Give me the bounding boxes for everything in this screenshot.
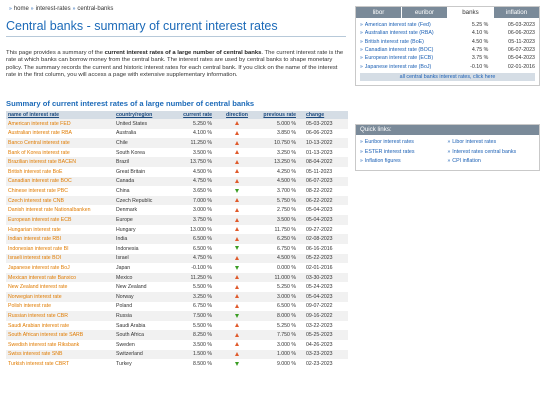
table-row [6,254,348,264]
rate-direction [220,244,254,254]
rate-direction [220,321,254,331]
rate-country: Mexico [114,273,176,283]
rate-direction [220,177,254,187]
tab-libor[interactable]: libor [356,7,402,18]
rate-country: Norway [114,292,176,302]
panel-rate-value: -0.10 % [470,63,489,70]
quick-link[interactable] [448,138,536,147]
intro-paragraph [6,50,348,80]
table-row [6,302,348,312]
arrow-down-icon [235,362,239,366]
breadcrumb-separator-icon: » [9,5,12,12]
table-row [6,225,348,235]
table-row [6,359,348,369]
rate-current: 6.500 % [176,244,220,254]
rate-direction [220,215,254,225]
rate-name-link[interactable]: Australian interest rate RBA [6,129,114,139]
tab-inflation[interactable]: inflation [494,7,539,18]
table-row [6,157,348,167]
rate-change-date: 05-04-2023 [304,205,348,215]
rate-change-date: 06-06-2023 [304,129,348,139]
rate-change-date: 03-22-2023 [304,321,348,331]
intro-bold: current interest rates of a large number of central banks [104,50,262,56]
rate-change-date: 05-04-2023 [304,215,348,225]
rate-name-link[interactable]: South African interest rate SARB [6,330,114,340]
panel-rate-value: 4.10 % [471,30,489,37]
rate-direction [220,138,254,148]
rate-previous: 5.250 % [254,282,304,292]
rate-name-link[interactable]: Banco Central interest rate [6,138,114,148]
rate-previous: 1.000 % [254,350,304,360]
rate-country: Canada [114,177,176,187]
header-name[interactable]: name of interest rate [6,111,114,119]
bullet-icon: » [360,22,363,29]
arrow-up-icon [235,227,239,231]
rate-previous: 3.250 % [254,148,304,158]
quick-link[interactable] [360,148,448,157]
arrow-up-icon [235,179,239,183]
panel-tabs [356,7,539,18]
rate-country: Brazil [114,157,176,167]
rate-current: 5.500 % [176,321,220,331]
arrow-up-icon [235,342,239,346]
rate-country: Israel [114,254,176,264]
rate-name-link[interactable]: Danish interest rate Nationalbanken [6,205,114,215]
table-row [6,129,348,139]
arrow-up-icon [235,160,239,164]
table-body [6,119,348,369]
all-central-banks-link[interactable]: all central banks interest rates, click here [360,73,535,81]
rate-current: 11.250 % [176,138,220,148]
rate-change-date: 05-04-2023 [304,292,348,302]
rate-direction [220,148,254,158]
rate-name-link[interactable]: Indian interest rate RBI [6,234,114,244]
rate-change-date: 08-04-2022 [304,157,348,167]
rate-previous: 13.250 % [254,157,304,167]
rate-change-date: 04-26-2023 [304,340,348,350]
rate-country: Russia [114,311,176,321]
arrow-up-icon [235,198,239,202]
quick-link[interactable] [448,157,536,166]
rate-name-link[interactable]: Canadian interest rate BOC [6,177,114,187]
bullet-icon: » [447,148,451,155]
panel-rate-row [360,21,535,29]
rate-name-link[interactable]: Russian interest rate CBR [6,311,114,321]
breadcrumb-separator-icon: » [72,5,76,12]
rate-current: 1.500 % [176,350,220,360]
rate-country: India [114,234,176,244]
rate-previous: 6.500 % [254,302,304,312]
rate-previous: 5.250 % [254,321,304,331]
rate-country: Europe [114,215,176,225]
table-row [6,167,348,177]
rate-name-link[interactable]: Saudi Arabian interest rate [6,321,114,331]
rate-current: 6.500 % [176,234,220,244]
breadcrumb-interest-rates[interactable]: interest-rates [35,5,71,12]
rate-current: 8.250 % [176,330,220,340]
rate-country: Indonesia [114,244,176,254]
table-row [6,215,348,225]
header-current[interactable]: current rate [176,111,220,119]
panel-rate-name[interactable]: Australian interest rate (RBA) [364,30,434,37]
arrow-up-icon [235,275,239,279]
rate-name-link[interactable]: Swiss interest rate SNB [6,350,114,360]
arrow-up-icon [235,256,239,260]
header-country[interactable]: country/region [114,111,176,119]
rate-change-date: 05-03-2023 [304,119,348,129]
rate-current: 3.750 % [176,215,220,225]
rate-direction [220,350,254,360]
breadcrumb-separator-icon: » [30,5,34,12]
rate-change-date: 09-07-2022 [304,302,348,312]
rate-current: 4.100 % [176,129,220,139]
rate-change-date: 09-27-2022 [304,225,348,235]
table-row [6,340,348,350]
rate-direction [220,129,254,139]
table-row [6,273,348,283]
table-row [6,205,348,215]
rate-name-link[interactable]: Swedish interest rate Riksbank [6,340,114,350]
arrow-up-icon [235,208,239,212]
panel-rate-name[interactable]: British interest rate (BoE) [364,38,424,45]
rate-change-date: 05-25-2023 [304,330,348,340]
rate-current: 13.000 % [176,225,220,235]
panel-rate-row [360,29,535,37]
header-previous[interactable]: previous rate [254,111,304,119]
rate-country: United States [114,119,176,129]
quick-link-label: Interest rates central banks [452,148,517,155]
rate-name-link[interactable]: Bank of Korea interest rate [6,148,114,158]
rate-direction [220,340,254,350]
table-row [6,177,348,187]
rate-previous: 4.500 % [254,254,304,264]
rates-panel [355,6,540,86]
panel-rate-date: 05-11-2023 [508,38,535,45]
panel-rate-row [360,38,535,46]
rate-name-link[interactable]: Hungarian interest rate [6,225,114,235]
table-row [6,234,348,244]
table-row [6,282,348,292]
rate-country: Australia [114,129,176,139]
table-row [6,311,348,321]
rate-current: 8.500 % [176,359,220,369]
rate-country: Great Britain [114,167,176,177]
rate-current: 3.500 % [176,340,220,350]
bullet-icon: » [360,158,363,165]
rate-current: 7.000 % [176,196,220,206]
rate-name-link[interactable]: Japanese interest rate BoJ [6,263,114,273]
rate-change-date: 03-30-2023 [304,273,348,283]
rate-previous: 0.000 % [254,263,304,273]
rate-direction [220,263,254,273]
rate-country: Czech Republic [114,196,176,206]
rate-current: 7.500 % [176,311,220,321]
table-row [6,138,348,148]
table-row [6,119,348,129]
rate-change-date: 05-22-2023 [304,254,348,264]
quick-link[interactable] [360,138,448,147]
quick-link-label: Libor interest rates [452,139,497,146]
rate-current: 6.750 % [176,302,220,312]
arrow-up-icon [235,218,239,222]
rate-name-link[interactable]: European interest rate ECB [6,215,114,225]
breadcrumb-central-banks[interactable]: central-banks [77,5,114,12]
title-divider [6,36,346,37]
bullet-icon: » [360,148,363,155]
arrow-up-icon [235,352,239,356]
arrow-up-icon [235,237,239,241]
panel-rate-value: 4.50 % [471,38,489,45]
rate-country: China [114,186,176,196]
rate-current: 5.250 % [176,119,220,129]
rate-change-date: 02-08-2023 [304,234,348,244]
quick-link-label: CPI inflation [452,158,481,165]
quick-links-list [356,135,539,170]
rate-country: Japan [114,263,176,273]
rate-country: South Africa [114,330,176,340]
bullet-icon: » [447,139,451,146]
quick-link-label: ESTER interest rates [364,148,415,155]
rate-previous: 11.000 % [254,273,304,283]
table-row [6,148,348,158]
panel-rate-value: 4.75 % [471,47,489,54]
bullet-icon: » [360,30,363,37]
panel-rate-date: 02-01-2016 [507,63,535,70]
rate-previous: 2.750 % [254,205,304,215]
rate-previous: 7.750 % [254,330,304,340]
rate-country: Turkey [114,359,176,369]
rate-country: Hungary [114,225,176,235]
rate-country: Poland [114,302,176,312]
rate-previous: 9.000 % [254,359,304,369]
rate-current: 3.500 % [176,148,220,158]
panel-rate-name[interactable]: Canadian interest rate (BOC) [364,47,434,54]
rate-direction [220,196,254,206]
rate-previous: 4.250 % [254,167,304,177]
rate-previous: 3.000 % [254,292,304,302]
rate-change-date: 10-13-2022 [304,138,348,148]
table-row [6,186,348,196]
rate-direction [220,225,254,235]
rate-previous: 4.500 % [254,177,304,187]
rate-name-link[interactable]: Israeli interest rate BOI [6,254,114,264]
rate-current: 13.750 % [176,157,220,167]
interest-rates-table [6,111,348,369]
rate-direction [220,234,254,244]
rate-direction [220,205,254,215]
panel-rate-date: 05-03-2023 [507,22,535,29]
rate-direction [220,311,254,321]
rate-country: Saudi Arabia [114,321,176,331]
quick-link-label: Inflation figures [364,158,401,165]
rate-name-link[interactable]: Mexican interest rate Banxico [6,273,114,283]
intro-text-2: . The current interest rate is the rate at which banks can borrow money from the central bank. The interest rates are used by central banks to shape monetary policy. The summary records the current and historic interest rates for each central bank. If you click on the name of the interest rate in the first column, you will access a page with extensive supplementary information. [6,50,344,79]
rate-country: Denmark [114,205,176,215]
rate-name-link[interactable]: Brazilian interest rate BACEN [6,157,114,167]
rate-change-date: 03-23-2023 [304,350,348,360]
rate-name-link[interactable]: American interest rate FED [6,119,114,129]
rate-current: 11.250 % [176,273,220,283]
panel-rate-date: 06-06-2023 [507,30,535,37]
panel-rate-date: 06-07-2023 [507,47,535,54]
rate-current: 4.500 % [176,167,220,177]
arrow-up-icon [235,169,239,173]
rate-previous: 6.250 % [254,234,304,244]
panel-rate-name[interactable]: American interest rate (Fed) [364,22,431,29]
bullet-icon: » [447,158,451,165]
rate-previous: 10.750 % [254,138,304,148]
arrow-down-icon [235,266,239,270]
rate-previous: 3.700 % [254,186,304,196]
rate-change-date: 02-23-2023 [304,359,348,369]
rate-name-link[interactable]: Czech interest rate CNB [6,196,114,206]
table-title: Summary of current interest rates of a large number of central banks [6,99,255,108]
table-header-row [6,111,348,119]
rate-previous: 6.750 % [254,244,304,254]
arrow-up-icon [235,304,239,308]
panel-rate-value: 5.25 % [471,22,489,29]
table-row [6,292,348,302]
bullet-icon: » [360,55,363,62]
rate-name-link[interactable]: Norwegian interest rate [6,292,114,302]
rate-change-date: 02-01-2016 [304,263,348,273]
rate-change-date: 06-07-2023 [304,177,348,187]
panel-rate-value: 3.75 % [471,55,489,62]
rate-change-date: 01-13-2023 [304,148,348,158]
table-row [6,244,348,254]
rate-current: 3.650 % [176,186,220,196]
arrow-up-icon [235,333,239,337]
rate-name-link[interactable]: Indonesian interest rate BI [6,244,114,254]
rate-previous: 3.850 % [254,129,304,139]
arrow-up-icon [235,150,239,154]
table-row [6,350,348,360]
rate-country: Sweden [114,340,176,350]
arrow-up-icon [235,294,239,298]
breadcrumb-home[interactable]: home [13,5,29,12]
rate-change-date: 08-22-2022 [304,186,348,196]
rate-direction [220,167,254,177]
table-row [6,330,348,340]
rate-previous: 11.750 % [254,225,304,235]
quick-links-panel [355,124,540,171]
arrow-up-icon [235,141,239,145]
rate-country: Switzerland [114,350,176,360]
bullet-icon: » [360,139,363,146]
quick-links-title: Quick links: [356,125,539,135]
rate-country: New Zealand [114,282,176,292]
table-row [6,263,348,273]
rate-direction [220,186,254,196]
tab-banks[interactable]: banks [448,7,494,18]
panel-rate-name[interactable]: Japanese interest rate (BoJ) [364,63,432,70]
table-row [6,196,348,206]
rate-direction [220,292,254,302]
arrow-up-icon [235,121,239,125]
rate-current: 5.500 % [176,282,220,292]
rate-previous: 5.000 % [254,119,304,129]
quick-link-label: Euribor interest rates [364,139,414,146]
rate-current: 4.750 % [176,177,220,187]
quick-link[interactable] [448,148,536,157]
panel-rate-row [360,54,535,62]
arrow-down-icon [235,189,239,193]
rate-name-link[interactable]: New Zealand interest rate [6,282,114,292]
rate-direction [220,254,254,264]
rate-change-date: 06-16-2016 [304,244,348,254]
rate-previous: 3.000 % [254,340,304,350]
rate-direction [220,330,254,340]
rate-previous: 3.500 % [254,215,304,225]
intro-text-1: This page provides a summary of the [6,50,105,56]
arrow-up-icon [235,323,239,327]
rate-change-date: 05-11-2023 [304,167,348,177]
page-title: Central banks - summary of current interest rates [6,19,278,33]
rate-current: 3.000 % [176,205,220,215]
header-direction[interactable]: direction [220,111,254,119]
arrow-down-icon [235,246,239,250]
rate-current: 4.750 % [176,254,220,264]
rate-previous: 5.750 % [254,196,304,206]
rate-direction [220,359,254,369]
tab-euribor[interactable]: euribor [402,7,448,18]
table-row [6,321,348,331]
rate-change-date: 09-16-2022 [304,311,348,321]
rate-direction [220,302,254,312]
bullet-icon: » [360,63,363,70]
panel-rates-list [356,18,539,71]
quick-link[interactable] [360,157,448,166]
rate-direction [220,273,254,283]
panel-rate-row [360,62,535,70]
header-change[interactable]: change [304,111,348,119]
rate-current: 3.250 % [176,292,220,302]
arrow-down-icon [235,314,239,318]
arrow-up-icon [235,131,239,135]
rate-direction [220,119,254,129]
panel-rate-row [360,46,535,54]
rate-name-link[interactable]: Turkish interest rate CBRT [6,359,114,369]
rate-direction [220,157,254,167]
rate-country: South Korea [114,148,176,158]
rate-name-link[interactable]: Chinese interest rate PBC [6,186,114,196]
breadcrumb [7,3,347,14]
panel-rate-date: 05-04-2023 [507,55,535,62]
rate-country: Chile [114,138,176,148]
rate-previous: 8.000 % [254,311,304,321]
rate-change-date: 05-24-2023 [304,282,348,292]
bullet-icon: » [360,38,363,45]
panel-rate-name[interactable]: European interest rate (ECB) [364,55,434,62]
rate-name-link[interactable]: Polish interest rate [6,302,114,312]
rate-current: -0.100 % [176,263,220,273]
arrow-up-icon [235,285,239,289]
rate-direction [220,282,254,292]
bullet-icon: » [360,47,363,54]
rate-name-link[interactable]: British interest rate BoE [6,167,114,177]
rate-change-date: 06-22-2022 [304,196,348,206]
